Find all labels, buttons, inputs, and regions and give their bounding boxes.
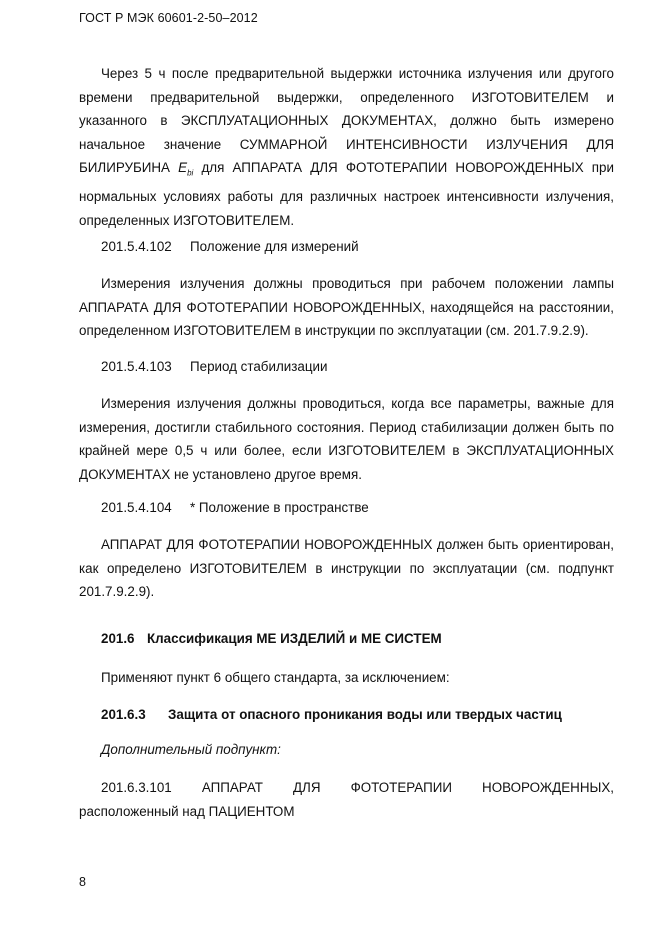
paragraph-apply-clause: Применяют пункт 6 общего стандарта, за исключением: <box>101 670 450 685</box>
section-heading-201-5-4-102 <box>101 239 359 254</box>
section-title: * Положение в пространстве <box>190 500 369 515</box>
section-number: 201.5.4.103 <box>101 359 172 374</box>
section-title: Период стабилизации <box>190 359 328 374</box>
additional-subclause-label: Дополнительный подпункт: <box>101 742 281 757</box>
paragraph-text: Через 5 ч после предварительной выдержки источника излучения или другого времени предварительной выдержки, определенного ИЗГОТОВИТЕЛЕМ и указанного в ЭКСПЛУАТАЦИОННЫХ ДОКУМЕНТАХ, должно быть измерено начальное значение СУММАРНОЙ ИНТЕНСИВНОСТИ ИЗЛУЧЕНИЯ ДЛЯ БИЛИРУБИНА <box>79 66 614 175</box>
section-title: Защита от опасного проникания воды или твердых частиц <box>168 707 562 722</box>
section-heading-201-6 <box>101 631 442 646</box>
section-heading-201-5-4-103 <box>101 359 327 374</box>
paragraph-stabilization: Измерения излучения должны проводиться, когда все параметры, важные для измерения, достигли стабильного состояния. Период стабилизации должен быть по крайней мере 0,5 ч или более, если ИЗГОТОВИТЕЛЕМ в ЭКСПЛУАТАЦИОННЫХ ДОКУМЕНТАХ не установлено другое время. <box>79 396 614 482</box>
section-number: 201.6.3 <box>101 707 146 722</box>
section-number: 201.5.4.104 <box>101 500 172 515</box>
paragraph-text: для АППАРАТА ДЛЯ ФОТОТЕРАПИИ НОВОРОЖДЕННЫХ при нормальных условиях работы для различных настроек интенсивности излучения, определенных ИЗГОТОВИТЕЛЕМ. <box>79 160 614 228</box>
section-number: 201.5.4.102 <box>101 239 172 254</box>
section-title: Классификация МЕ ИЗДЕЛИЙ и МЕ СИСТЕМ <box>147 631 442 646</box>
section-heading-201-5-4-104 <box>101 500 369 515</box>
page-number: 8 <box>79 875 86 889</box>
section-heading-201-6-3-101 <box>101 776 614 800</box>
paragraph-orientation: АППАРАТ ДЛЯ ФОТОТЕРАПИИ НОВОРОЖДЕННЫХ должен быть ориентирован, как определено ИЗГОТОВИТЕЛЕМ в инструкции по эксплуатации (см. подпункт 201.7.9.2.9). <box>79 537 614 599</box>
section-line-1: 201.6.3.101 АППАРАТ ДЛЯ ФОТОТЕРАПИИ НОВОРОЖДЕННЫХ, <box>101 780 614 795</box>
symbol-ebi: $E_{bi}$ <box>178 160 194 178</box>
section-heading-201-6-3 <box>101 707 562 722</box>
paragraph-initial-measurement <box>79 62 614 232</box>
section-number: 201.6 <box>101 631 135 646</box>
document-header: ГОСТ Р МЭК 60601-2-50–2012 <box>79 11 258 25</box>
section-title: Положение для измерений <box>190 239 359 254</box>
section-heading-201-6-3-101-cont: расположенный над ПАЦИЕНТОМ <box>79 804 295 819</box>
paragraph-measurement-position: Измерения излучения должны проводиться при рабочем положении лампы АППАРАТА ДЛЯ ФОТОТЕРАПИИ НОВОРОЖДЕННЫХ, находящейся на расстоянии, определенном ИЗГОТОВИТЕЛЕМ в инструкции по эксплуатации (см. 201.7.9.2.9). <box>79 276 614 338</box>
